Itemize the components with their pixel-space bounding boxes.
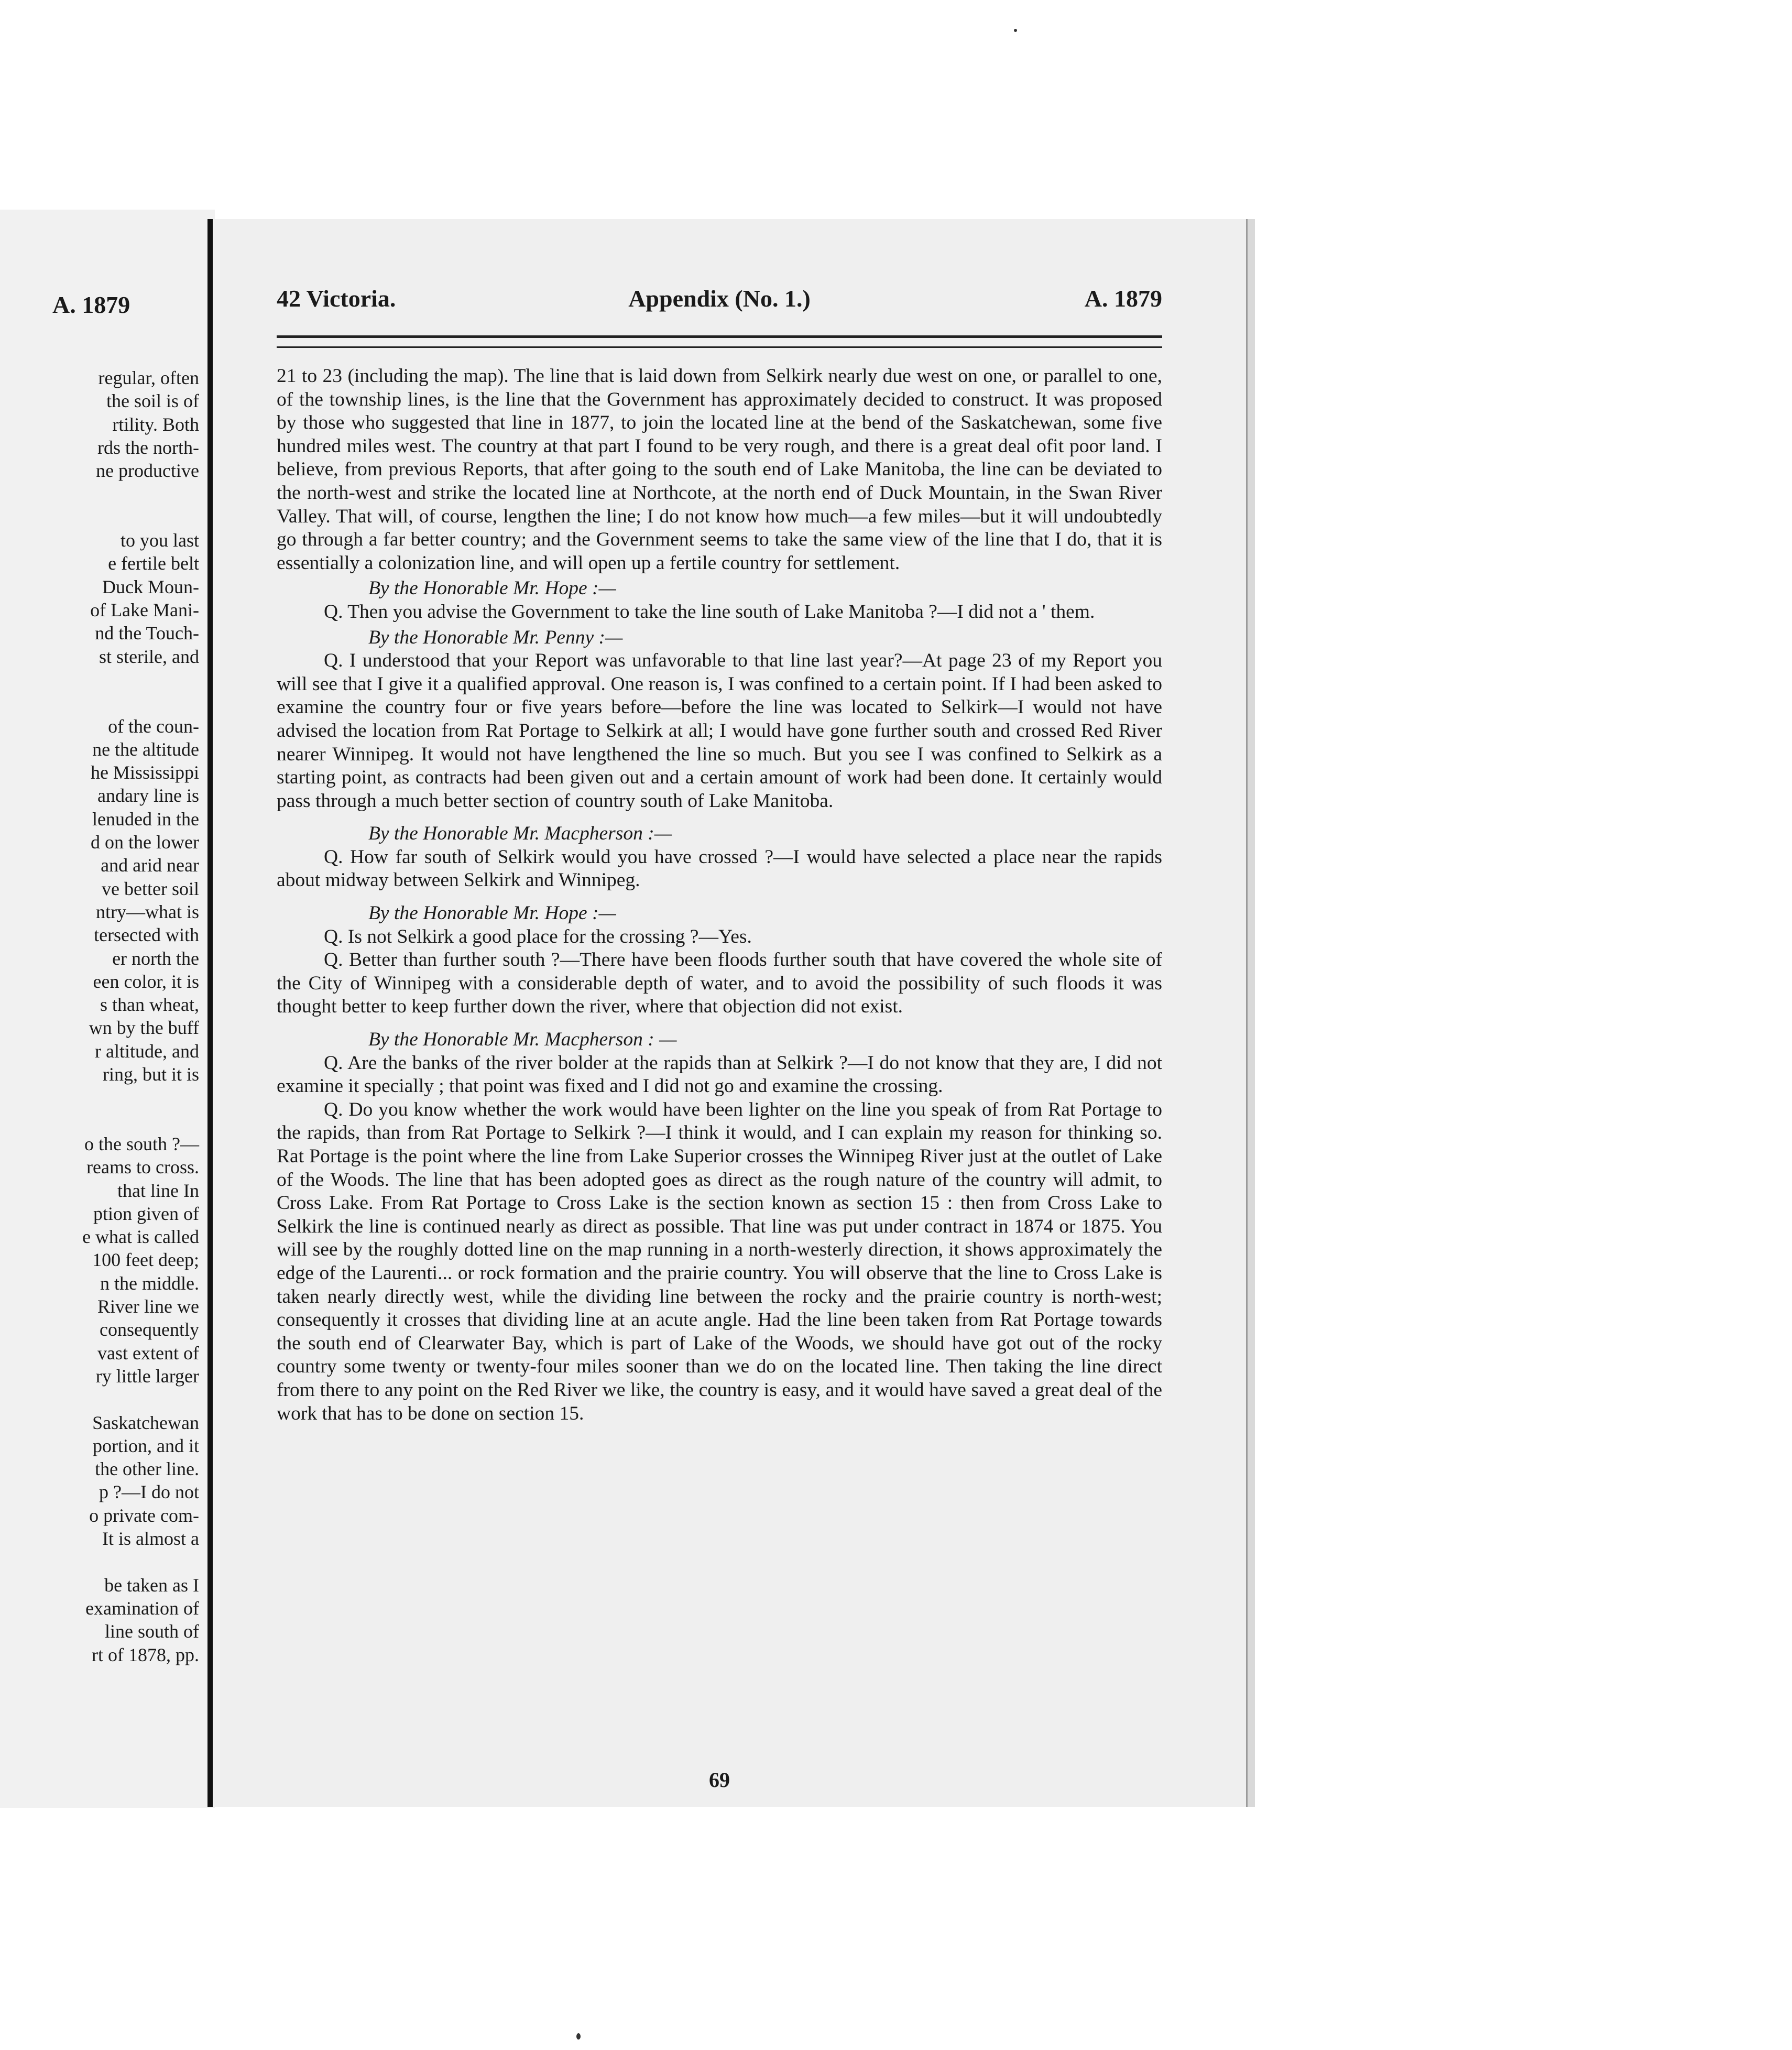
left-page-line: ve better soil <box>102 878 199 899</box>
left-page-line: o the south ?— <box>84 1133 199 1154</box>
left-page-line: p ?—I do not <box>99 1481 199 1503</box>
header-double-rule <box>277 335 1162 348</box>
question-paragraph: Q. I understood that your Report was unfavorable to that line last year?—At page 23 of my Report you will see that I give it a qualified approval. One reason is, I was confined to a certain point. If I had been asked to examine the country four or five years before—before the line was located to Selkirk—I would not have advised the location from Rat Portage to Selkirk at all; I would have gone further south and crossed Red River nearer Winnipeg. It would not have lengthened the line so much. But you see I was confined to Selkirk as a starting point, as contracts had been given out and a certain amount of work had been done. It certainly would pass through a much better section of country south of Lake Manitoba. <box>277 650 1162 812</box>
binding-rule <box>207 219 213 1807</box>
left-page-line: of the coun- <box>108 715 199 737</box>
left-page-line: ry little larger <box>95 1365 199 1387</box>
examiner-heading: By the Honorable Mr. Hope :— <box>368 577 616 599</box>
header-title: Appendix (No. 1.) <box>628 285 811 312</box>
left-page-line: rds the north- <box>97 437 199 458</box>
scan-speck <box>1014 29 1017 32</box>
left-page-line: wn by the buff <box>89 1017 199 1039</box>
left-page-line: River line we <box>97 1296 199 1317</box>
left-page-line: rt of 1878, pp. <box>92 1644 199 1665</box>
left-page-line: e what is called <box>82 1226 199 1248</box>
left-page-line: of Lake Mani- <box>90 599 199 620</box>
question-paragraph: Q. Is not Selkirk a good place for the crossing ?—Yes. <box>324 925 752 947</box>
left-page-line: s than wheat, <box>100 994 199 1016</box>
left-page-line: andary line is <box>97 785 199 806</box>
left-page-fragment <box>0 210 215 1808</box>
left-page-line: d on the lower <box>91 832 199 853</box>
left-page-line: ring, but it is <box>102 1064 199 1085</box>
left-page-line: e fertile belt <box>108 553 199 574</box>
left-page-line: be taken as I <box>104 1574 199 1596</box>
left-page-line: reams to cross. <box>86 1157 199 1178</box>
left-page-line: ne productive <box>96 460 199 482</box>
left-page-line: portion, and it <box>93 1435 199 1456</box>
left-page-line: vast extent of <box>97 1342 199 1364</box>
left-page-line: ption given of <box>93 1203 199 1224</box>
page-number: 69 <box>709 1768 730 1792</box>
left-page-line: It is almost a <box>102 1528 199 1549</box>
examiner-heading: By the Honorable Mr. Hope :— <box>368 902 616 924</box>
page-header <box>277 285 1162 321</box>
question-paragraph: Q. Do you know whether the work would have been lighter on the line you speak of from Rat Portage to the rapids, than from Rat Portage to Selkirk ?—I think it would, and I can explain my reason for thinking so. Rat Portage is the point where the line from Lake Superior crosses the Winnipeg River just at the outlet of Lake of the Woods. The line that has been adopted goes as direct as the rough nature of the country will admit, to Cross Lake. From Rat Portage to Cross Lake is the section known as section 15 : then from Cross Lake to Selkirk the line is continued nearly as direct as possible. That line was put under contract in 1874 or 1875. You will see by the roughly dotted line on the map running in a north-westerly direction, it shows approximately the edge of the Laurenti... or rock formation and the prairie country. You will observe that the line to Cross Lake is taken nearly directly west, while the dividing line between the rocky and the prairie country is north-west; consequently it crosses that dividing line at an acute angle. Had the line been taken from Rat Portage towards the south end of Clearwater Bay, which is part of Lake of the Woods, we should have got out of the rocky country some twenty or twenty-four miles sooner than we do on the located line. Then taking the line direct from there to any point on the Red River we like, the country is easy, and it would have saved a great deal of the work that has to be done on section 15. <box>277 1098 1162 1424</box>
left-page-line: Duck Moun- <box>102 576 199 597</box>
question-paragraph: Q. Are the banks of the river bolder at the rapids than at Selkirk ?—I do not know that they are, I did not examine it specially ; that point was fixed and I did not go and examine the crossing. <box>277 1052 1162 1097</box>
body-paragraph: 21 to 23 (including the map). The line that is laid down from Selkirk nearly due west on one, or parallel to one, of the township lines, is the line that the Government has approximately decided to construct. It was proposed by those who suggested that line in 1877, to join the located line at the bend of the Saskatchewan, some five hundred miles west. The country at that part I found to be very rough, and there is a great deal ofit poor land. I believe, from previous Reports, that after going to the south end of Lake Manitoba, the line can be deviated to the north-west and strike the located line at Northcote, at the north end of Duck Mountain, in the Swan River Valley. That will, of course, lengthen the line; I do not know how much—a few miles—but it will undoubtedly go through a far better country; and the Government seems to take the same view of the line that I do, that it is essentially a colonization line, and will open up a fertile country for settlement. <box>277 365 1162 574</box>
left-page-line: and arid near <box>101 855 199 876</box>
left-page-line: that line In <box>117 1180 199 1201</box>
examiner-heading: By the Honorable Mr. Macpherson : — <box>368 1029 677 1051</box>
left-page-line: lenuded in the <box>92 808 199 830</box>
left-page-line: n the middle. <box>100 1272 199 1294</box>
left-page-line: to you last <box>121 530 199 551</box>
left-page-line: the other line. <box>95 1458 199 1480</box>
question-paragraph: Q. Then you advise the Government to take the line south of Lake Manitoba ?—I did not a ' them. <box>324 601 1095 623</box>
right-page <box>214 219 1248 1807</box>
left-page-line: r altitude, and <box>95 1040 199 1062</box>
question-paragraph: Q. Better than further south ?—There have been floods further south that have covered the whole site of the City of Winnipeg with a considerable depth of water, and to avoid the possibility of such floods it was thought better to keep further down the river, where that objection did not exist. <box>277 949 1162 1018</box>
left-page-line: he Mississippi <box>90 762 199 783</box>
left-page-line: examination of <box>85 1597 199 1619</box>
left-page-header: A. 1879 <box>52 291 130 318</box>
header-session: 42 Victoria. <box>277 285 396 312</box>
left-page-line: consequently <box>100 1319 199 1340</box>
scan-speck <box>576 2033 581 2040</box>
left-page-line: nd the Touch- <box>95 623 199 644</box>
examiner-heading: By the Honorable Mr. Penny :— <box>368 626 623 648</box>
question-paragraph: Q. How far south of Selkirk would you have crossed ?—I would have selected a place near the rapids about midway between Selkirk and Winnipeg. <box>277 846 1162 891</box>
left-page-line: 100 feet deep; <box>92 1249 199 1271</box>
left-page-line: Saskatchewan <box>92 1412 199 1433</box>
left-page-line: er north the <box>112 947 199 969</box>
left-page-line: regular, often <box>98 367 199 388</box>
left-page-line: line south of <box>105 1621 199 1642</box>
left-page-line: o private com- <box>89 1504 199 1526</box>
left-page-line: tersected with <box>94 924 199 946</box>
left-page-line: st sterile, and <box>99 646 199 667</box>
examiner-heading: By the Honorable Mr. Macpherson :— <box>368 823 672 845</box>
left-page-line: ntry—what is <box>96 901 199 922</box>
page-body <box>277 365 1162 1425</box>
left-page-line: rtility. Both <box>112 413 199 435</box>
left-page-line: ne the altitude <box>92 738 199 760</box>
left-page-line: the soil is of <box>106 390 199 412</box>
header-year: A. 1879 <box>1084 285 1162 312</box>
left-page-line: een color, it is <box>93 971 199 992</box>
